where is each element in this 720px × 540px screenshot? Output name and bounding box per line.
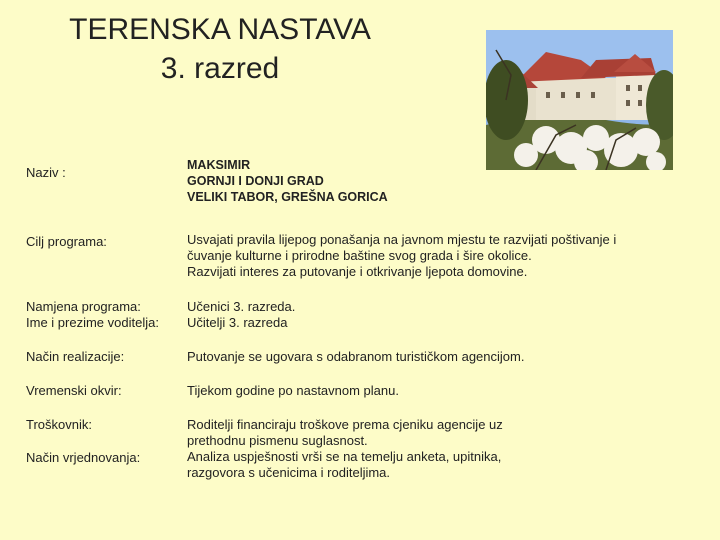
value-naziv: MAKSIMIR GORNJI I DONJI GRAD VELIKI TABOR, GREŠNA GORICA	[187, 158, 388, 204]
label-nacin-vrjednovanja: Način vrjednovanja:	[26, 450, 141, 465]
value-cilj-programa: Usvajati pravila lijepog ponašanja na javnom mjestu te razvijati poštivanje i čuvanje kulturne i prirodne baštine svog grada i šire okolice. Razvijati interes za putovanje i otkrivanje ljepota domovine.	[187, 232, 617, 279]
label-nacin-realizacije: Način realizacije:	[26, 349, 125, 364]
label-vremenski-okvir: Vremenski okvir:	[26, 383, 122, 398]
castle-image	[486, 30, 673, 170]
value-nacin-realizacije: Putovanje se ugovara s odabranom turističkom agencijom.	[187, 349, 525, 364]
label-cilj-programa: Cilj programa:	[26, 234, 107, 249]
value-vremenski-okvir: Tijekom godine po nastavnom planu.	[187, 383, 399, 398]
castle-photo	[486, 30, 673, 170]
page-title	[20, 10, 420, 88]
title-line-1: TERENSKA NASTAVA	[69, 13, 371, 46]
label-naziv: Naziv :	[26, 165, 66, 180]
label-troskovnik: Troškovnik:	[26, 417, 92, 432]
label-namjena-programa: Namjena programa: Ime i prezime voditelja:	[26, 299, 159, 330]
value-namjena-programa: Učenici 3. razreda. Učitelji 3. razreda	[187, 299, 296, 330]
title-line-2: 3. razred	[160, 52, 280, 85]
value-troskovnik: Roditelji financiraju troškove prema cjeniku agencije uz prethodnu pismenu suglasnost. Analiza uspješnosti vrši se na temelju anketa, upitnika, razgovora s učenicima i roditeljima.	[187, 417, 503, 480]
